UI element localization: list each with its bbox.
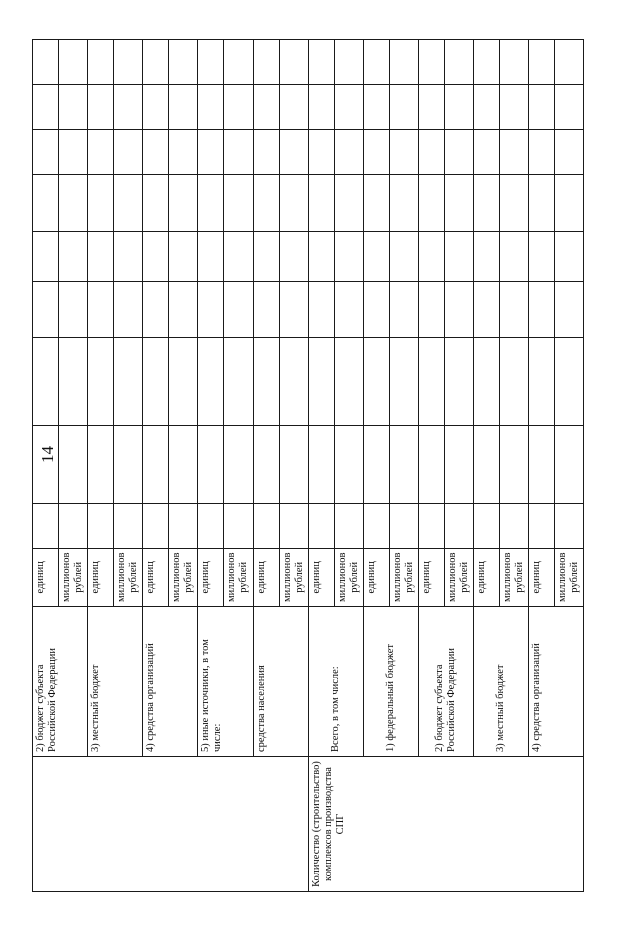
unit-cell: миллионов рублей <box>169 548 198 606</box>
source-cell: 2) бюджет субъекта Российской Федерации <box>418 607 473 757</box>
source-cell: 3) местный бюджет <box>474 607 529 757</box>
unit-cell: миллионов рублей <box>444 548 473 606</box>
unit-cell: единиц <box>418 548 444 606</box>
indicator-cell <box>33 757 309 892</box>
unit-cell: миллионов рублей <box>334 548 363 606</box>
unit-cell: единиц <box>363 548 389 606</box>
table-row <box>33 39 59 891</box>
unit-cell: миллионов рублей <box>500 548 529 606</box>
unit-cell: единиц <box>308 548 334 606</box>
unit-cell: миллионов рублей <box>224 548 253 606</box>
financing-table <box>32 39 584 892</box>
source-cell: 2) бюджет субъекта Российской Федерации <box>33 607 88 757</box>
source-cell: 4) средства организаций <box>143 607 198 757</box>
unit-cell: единиц <box>198 548 224 606</box>
source-cell: 5) иные источники, в том числе: <box>198 607 253 757</box>
unit-cell: единиц <box>474 548 500 606</box>
unit-cell: миллионов рублей <box>555 548 584 606</box>
source-cell: 3) местный бюджет <box>88 607 143 757</box>
unit-cell: миллионов рублей <box>389 548 418 606</box>
rotated-table-sheet <box>32 21 640 926</box>
source-cell: Всего, в том числе: <box>308 607 363 757</box>
unit-cell: миллионов рублей <box>59 548 88 606</box>
indicator-cell: Количество (строительство) комплексов производства СПГ <box>308 757 584 892</box>
page-number: 14 <box>38 446 57 463</box>
unit-cell: единиц <box>529 548 555 606</box>
unit-cell: миллионов рублей <box>114 548 143 606</box>
table-row <box>308 39 334 891</box>
unit-cell: единиц <box>33 548 59 606</box>
unit-cell: единиц <box>88 548 114 606</box>
unit-cell: единиц <box>253 548 279 606</box>
unit-cell: единиц <box>143 548 169 606</box>
source-cell: 4) средства организаций <box>529 607 584 757</box>
source-cell: средства населения <box>253 607 308 757</box>
source-cell: 1) федеральный бюджет <box>363 607 418 757</box>
unit-cell: миллионов рублей <box>279 548 308 606</box>
